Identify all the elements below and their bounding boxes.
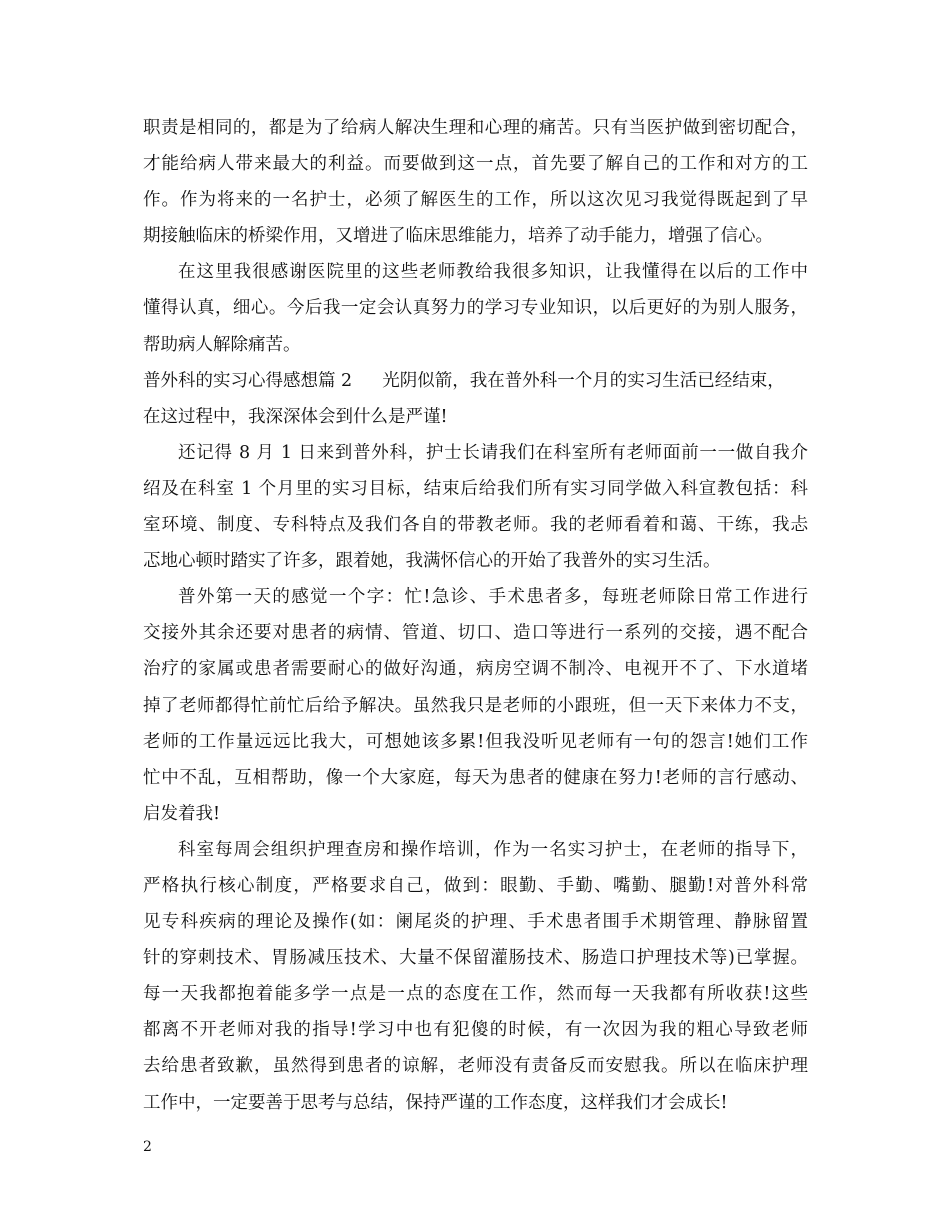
document-body: [143, 110, 808, 1121]
paragraph-line: 严格执行核心制度，严格要求自己，做到：眼勤、手勤、嘴勤、腿勤!对普外科常: [143, 875, 808, 896]
paragraph-line: 室环境、制度、专科特点及我们各自的带教老师。我的老师看着和蔼、干练，我忐: [143, 515, 808, 536]
paragraph-line: 忑地心顿时踏实了许多，跟着她，我满怀信心的开始了我普外的实习生活。: [143, 551, 721, 572]
paragraph-line: 帮助病人解除痛苦。: [143, 334, 301, 355]
paragraph-5: [143, 579, 808, 832]
paragraph-line: 去给患者致歉，虽然得到患者的谅解，老师没有责备反而安慰我。所以在临床护理: [143, 1056, 808, 1077]
paragraph-line: 掉了老师都得忙前忙后给予解决。虽然我只是老师的小跟班，但一天下来体力不支，: [143, 695, 808, 716]
paragraph-1: [143, 110, 808, 254]
paragraph-line: 针的穿刺技术、胃肠减压技术、大量不保留灌肠技术、肠造口护理技术等)已掌握。: [143, 948, 808, 969]
paragraph-line: 老师的工作量远远比我大，可想她该多累!但我没听见老师有一句的怨言!她们工作: [143, 731, 808, 752]
section-heading-line: [143, 363, 808, 399]
paragraph-line: 都离不开老师对我的指导!学习中也有犯傻的时候，有一次因为我的粗心导致老师: [143, 1020, 808, 1041]
paragraph-line: 绍及在科室 1 个月里的实习目标，结束后给我们所有实习同学做入科宣教包括：科: [143, 478, 808, 499]
paragraph-6: [143, 832, 808, 1121]
paragraph-line: 每一天我都抱着能多学一点是一点的态度在工作，然而每一天我都有所收获!这些: [143, 984, 808, 1005]
page-number: 2: [143, 1139, 152, 1155]
paragraph-line: 科室每周会组织护理查房和操作培训，作为一名实习护士，在老师的指导下，: [178, 839, 808, 860]
paragraph-line: 忙中不乱，互相帮助，像一个大家庭，每天为患者的健康在努力!老师的言行感动、: [143, 767, 808, 788]
paragraph-line: 还记得 8 月 1 日来到普外科，护士长请我们在科室所有老师面前一一做自我介: [178, 442, 808, 463]
paragraph-line: 期接触临床的桥梁作用，又增进了临床思维能力，培养了动手能力，增强了信心。: [143, 226, 773, 247]
paragraph-2: [143, 254, 808, 362]
paragraph-line: 职责是相同的，都是为了给病人解决生理和心理的痛苦。只有当医护做到密切配合，: [143, 118, 808, 138]
paragraph-line: 见专科疾病的理论及操作(如：阑尾炎的护理、手术患者围手术期管理、静脉留置: [143, 912, 808, 933]
heading-tail-text: 光阴似箭，我在普外科一个月的实习生活已经结束，: [382, 370, 785, 391]
paragraph-line: 启发着我!: [143, 803, 221, 824]
paragraph-3: [143, 363, 808, 435]
paragraph-line: 作。作为将来的一名护士，必须了解医生的工作，所以这次见习我觉得既起到了早: [143, 190, 808, 211]
paragraph-line: 在这里我很感谢医院里的这些老师教给我很多知识，让我懂得在以后的工作中: [178, 262, 808, 283]
paragraph-line: 才能给病人带来最大的利益。而要做到这一点，首先要了解自己的工作和对方的工: [143, 154, 808, 175]
paragraph-line: 工作中，一定要善于思考与总结，保持严谨的工作态度，这样我们才会成长!: [143, 1092, 728, 1113]
paragraph-line: 懂得认真，细心。今后我一定会认真努力的学习专业知识，以后更好的为别人服务，: [143, 298, 808, 319]
section-heading: 普外科的实习心得感想篇 2: [143, 370, 353, 391]
paragraph-line: 交接外其余还要对患者的病情、管道、切口、造口等进行一系列的交接，遇不配合: [143, 623, 808, 644]
paragraph-line: 治疗的家属或患者需要耐心的做好沟通，病房空调不制冷、电视开不了、下水道堵: [143, 659, 808, 680]
paragraph-line: 在这过程中，我深深体会到什么是严谨!: [143, 406, 448, 427]
paragraph-line: 普外第一天的感觉一个字：忙!急诊、手术患者多，每班老师除日常工作进行: [178, 587, 808, 608]
paragraph-4: [143, 435, 808, 579]
